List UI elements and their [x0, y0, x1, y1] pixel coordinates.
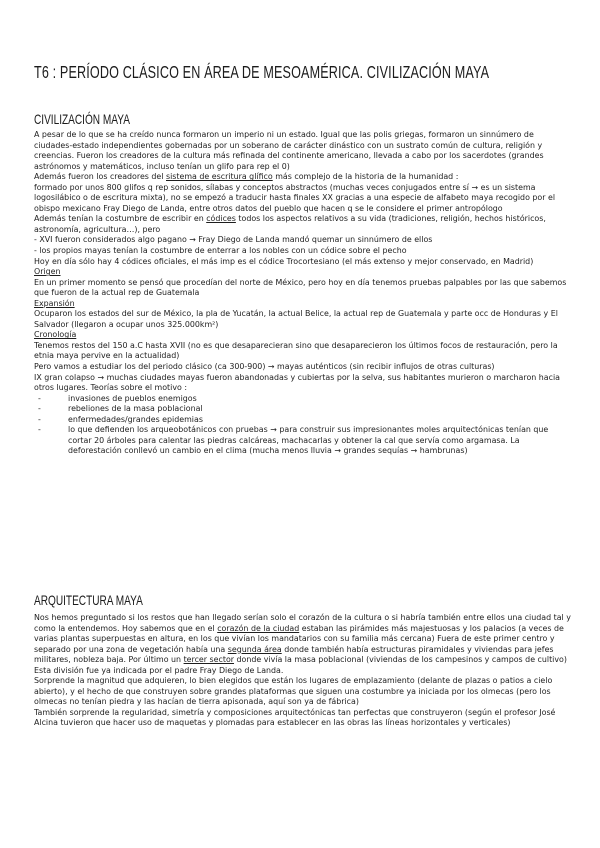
paragraph: IX gran colapso → muchas ciudades mayas fueron abandonadas y cubiertas por la selva, sus habitantes murieron o marcharon hacia otros lugares. Teorías sobre el motivo : [34, 372, 560, 393]
underlined-term: códices [206, 214, 236, 224]
list-item: - invasiones de pueblos enemigos [34, 394, 572, 405]
text-run: Además fueron los creadores del [34, 172, 166, 182]
text-run: donde también había estructuras piramidales y viviendas para jefes militares, nobleza baja. Por último un [34, 644, 554, 665]
paragraph: A pesar de lo que se ha creído nunca formaron un imperio ni un estado. Igual que las polis griegas, formaron un sinnúmero de ciudades-estado independientes gobernadas por un soberano de carácter dinástico con un sustrato común de cultura, religión y creencias. Fueron los creadores de la cultura más refinada del continente americano, llevada a cabo por los sacerdotes (grandes astrónomos y matemáticos, incluso tenían un glifo para rep el 0) [34, 130, 544, 171]
paragraph: formado por unos 800 glifos q rep sonidos, sílabas y conceptos abstractos (muchas veces conjugados entre sí → es un sistema logosilábico o de escritura mixta), no se empezó a traducir hasta finales XX gracias a una especie de alfabeto maya recogido por el obispo mexicano Fray Diego de Landa, entre otros datos del pueblo que hacen q se le considere el primer antropólogo [34, 182, 556, 213]
section-heading-arquitectura: ARQUITECTURA MAYA [34, 592, 143, 608]
document-title: T6 : PERÍODO CLÁSICO EN ÁREA DE MESOAMÉRICA. CIVILIZACIÓN MAYA [34, 62, 490, 82]
paragraph: Hoy en día sólo hay 4 códices oficiales, el más imp es el códice Trocortesiano (el más extenso y mejor conservado, en Madrid) [34, 256, 534, 266]
section-body-arquitectura [34, 613, 572, 729]
underlined-term: segunda área [227, 644, 282, 654]
list-item: - enfermedades/grandes epidemias [34, 415, 572, 426]
underlined-term: sistema de escritura glífico [166, 172, 273, 182]
paragraph: Ocuparon los estados del sur de México, la pla de Yucatán, la actual Belice, la actual rep de Guatemala y parte occ de Honduras y El Salvador (llegaron a ocupar unos 325.000km²) [34, 309, 558, 329]
section-heading-civilizacion: CIVILIZACIÓN MAYA [34, 111, 130, 127]
paragraph: Pero vamos a estudiar los del periodo clásico (ca 300-900) → mayas auténticos (sin recibir influjos de otras culturas) [34, 362, 495, 372]
paragraph: Esta división fue ya indicada por el padre Fray Diego de Landa. [34, 665, 284, 675]
list-item: - rebeliones de la masa poblacional [34, 404, 572, 415]
list-item: - lo que defienden los arqueobotánicos con pruebas → para construir sus impresionantes moles arquitectónicas tenían que cortar 20 árboles para calentar las piedras calcáreas, machacarlas y obtener la cal que servía como argamasa. La deforestación conllevó un cambio en el clima (mucha menos lluvia → grandes sequías → hambrunas) [34, 425, 572, 457]
paragraph [34, 214, 572, 235]
text-run: donde vivía la masa poblacional (viviendas de los campesinos y campos de cultivo) [234, 655, 567, 665]
paragraph: - los propios mayas tenían la costumbre de enterrar a los nobles con un códice sobre el pecho [34, 246, 407, 256]
paragraph: En un primer momento se pensó que procedían del norte de México, pero hoy en día tenemos pruebas palpables por las que sabemos que fueron de la actual rep de Guatemala [34, 277, 567, 298]
paragraph: Sorprende la magnitud que adquieren, lo bien elegidos que están los lugares de emplazamiento (delante de plazas o patios a cielo abierto), y el hecho de que construyen sobre grandes plataformas que siguen una costumbre ya iniciada por los olmecas (pero los olmecas no tenían piedra y las hacían de tierra apisonada, aquí son ya de fábrica) [34, 676, 553, 707]
text-run: todos los aspectos relativos a su vida (tradiciones, religión, hechos históricos, astronomía, agricultura…), pero [34, 214, 546, 234]
motives-list [34, 394, 572, 457]
text-run: estaban las pirámides más majestuosas y los palacios (a veces de varias plantas superpuestas en altura, en los que vivían los mandatarios con su familia más cercana) Fuera de este primer centro y separado por una zona de vegetación había una [34, 623, 564, 654]
section-body-civilizacion [34, 130, 572, 457]
underlined-term: tercer sector [183, 655, 235, 665]
paragraph [34, 172, 572, 183]
paragraph: - XVI fueron considerados algo pagano → Fray Diego de Landa mandó quemar un sinnúmero de ellos [34, 235, 433, 245]
subheading-origen: Origen [34, 267, 61, 277]
subheading-expansion: Expansión [34, 298, 75, 308]
subheading-cronologia: Cronología [34, 330, 77, 340]
text-run: Nos hemos preguntado si los restos que han llegado serían solo el corazón de la cultura o si habría también entre ellos una ciudad tal y como la entendemos. Hoy sabemos que en el [34, 613, 571, 633]
text-run: más complejo de la historia de la humanidad : [272, 172, 459, 182]
underlined-term: corazón de la ciudad [217, 623, 300, 633]
paragraph: Tenemos restos del 150 a.C hasta XVII (no es que desaparecieran sino que desaparecieron los últimos focos de restauración, pero la etnia maya pervive en la actualidad) [34, 340, 558, 361]
paragraph: También sorprende la regularidad, simetría y composiciones arquitectónicas tan perfectas que construyeron (según el profesor José Alcina tuvieron que hacer uso de maquetas y plomadas para establecer en las obras las líneas horizontales y verticales) [34, 707, 556, 728]
text-run: Además tenían la costumbre de escribir en [34, 214, 207, 224]
paragraph [34, 613, 572, 666]
